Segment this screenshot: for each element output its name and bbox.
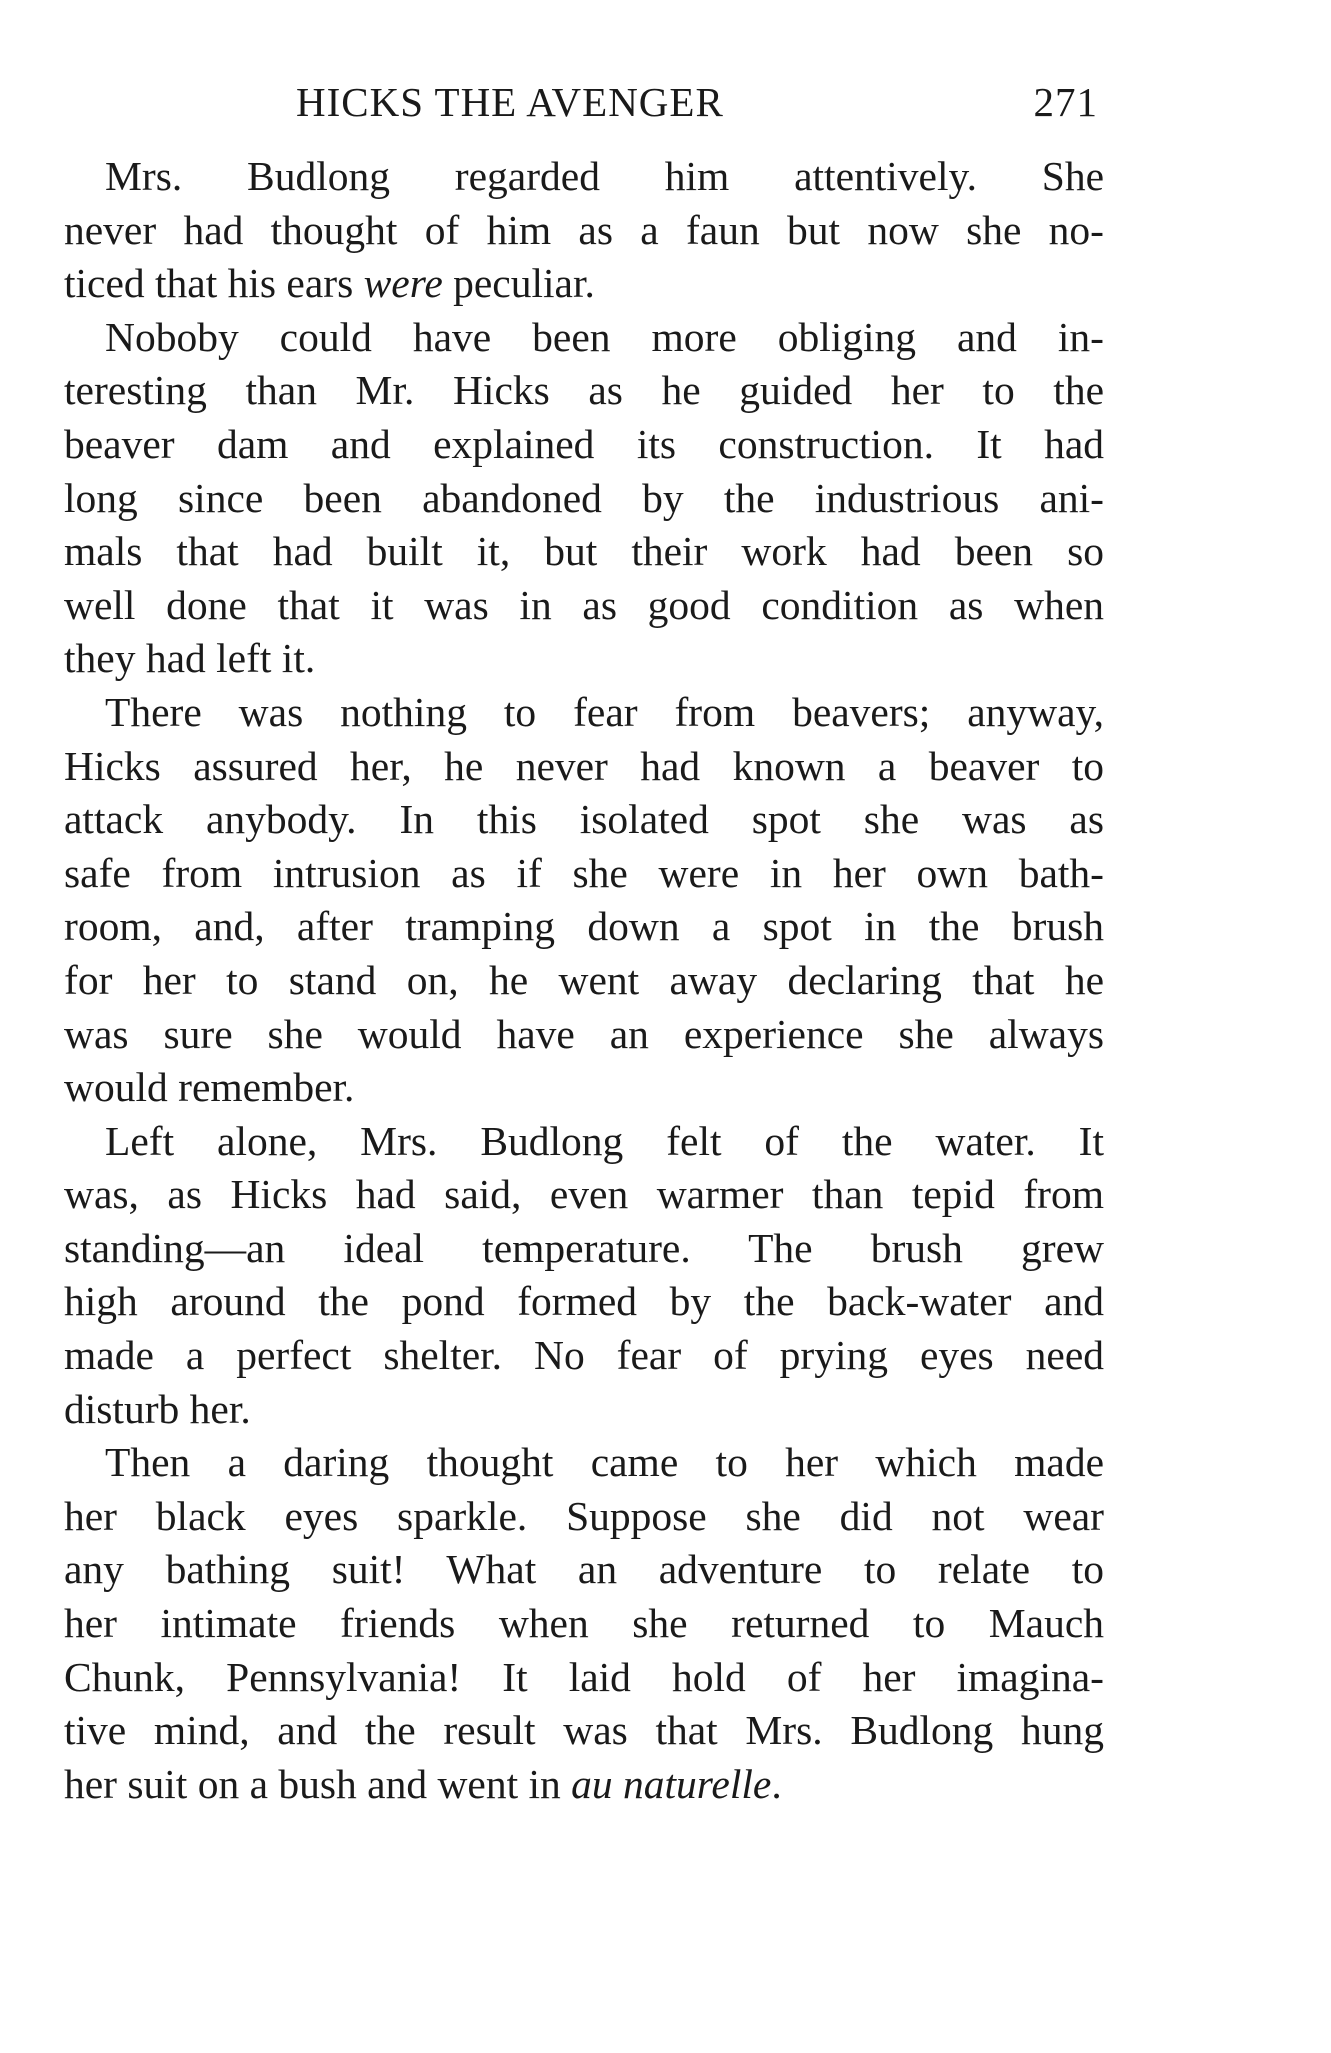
text-line: was sure she would have an experience she always (64, 1010, 1104, 1057)
text-line: never had thought of him as a faun but now she no- (64, 206, 1104, 253)
text-line: for her to stand on, he went away declaring that he (64, 956, 1104, 1003)
text-line: mals that had built it, but their work had been so (64, 528, 1104, 575)
text-line: beaver dam and explained its construction. It had (64, 420, 1104, 467)
paragraph-4 (64, 1115, 1104, 1437)
text-line: Noboby could have been more obliging and in- (105, 313, 1104, 360)
text-line: her intimate friends when she returned to Mauch (64, 1600, 1104, 1647)
text-run: peculiar. (442, 260, 595, 307)
text-line: Left alone, Mrs. Budlong felt of the water. It (105, 1117, 1104, 1164)
text-line: Mrs. Budlong regarded him attentively. She (105, 153, 1104, 199)
text-line (64, 257, 1104, 311)
text-line: attack anybody. In this isolated spot she was as (64, 796, 1104, 843)
text-line: they had left it. (64, 635, 316, 682)
text-line: Hicks assured her, he never had known a beaver to (64, 742, 1104, 789)
paragraph-5 (64, 1436, 1104, 1811)
text-line: Then a daring thought came to her which made (105, 1439, 1104, 1486)
text-line: standing—an ideal temperature. The brush grew (64, 1224, 1104, 1271)
running-head (296, 72, 1104, 132)
paragraph-3 (64, 686, 1104, 1115)
text-line: long since been abandoned by the industrious ani- (64, 474, 1104, 521)
page-number: 271 (1033, 79, 1098, 125)
paragraph-2 (64, 311, 1104, 686)
text-line: well done that it was in as good condition as when (64, 581, 1104, 628)
text-line: would remember. (64, 1064, 355, 1111)
text-run: . (771, 1760, 782, 1807)
italic-phrase: au naturelle (571, 1760, 772, 1807)
text-line: safe from intrusion as if she were in her own bath- (64, 849, 1104, 896)
running-title: HICKS THE AVENGER (296, 79, 724, 125)
paragraph-1 (64, 150, 1104, 311)
text-line: high around the pond formed by the back-water and (64, 1278, 1104, 1325)
text-line: tive mind, and the result was that Mrs. Budlong hung (64, 1707, 1104, 1754)
italic-word: were (363, 260, 443, 307)
text-line: any bathing suit! What an adventure to relate to (64, 1546, 1104, 1593)
text-line (64, 1758, 1104, 1812)
body-text (64, 150, 1104, 1811)
text-line: disturb her. (64, 1385, 251, 1432)
text-line: made a perfect shelter. No fear of prying eyes need (64, 1332, 1104, 1379)
text-line: her black eyes sparkle. Suppose she did not wear (64, 1492, 1104, 1539)
text-line: room, and, after tramping down a spot in the brush (64, 903, 1104, 950)
text-line: There was nothing to fear from beavers; anyway, (105, 688, 1104, 735)
text-run: ticed that his ears (64, 260, 364, 307)
text-run: her suit on a bush and went in (64, 1760, 572, 1807)
text-line: was, as Hicks had said, even warmer than tepid from (64, 1171, 1104, 1218)
text-line: teresting than Mr. Hicks as he guided her to the (64, 367, 1104, 414)
text-line: Chunk, Pennsylvania! It laid hold of her imagina- (64, 1653, 1104, 1700)
